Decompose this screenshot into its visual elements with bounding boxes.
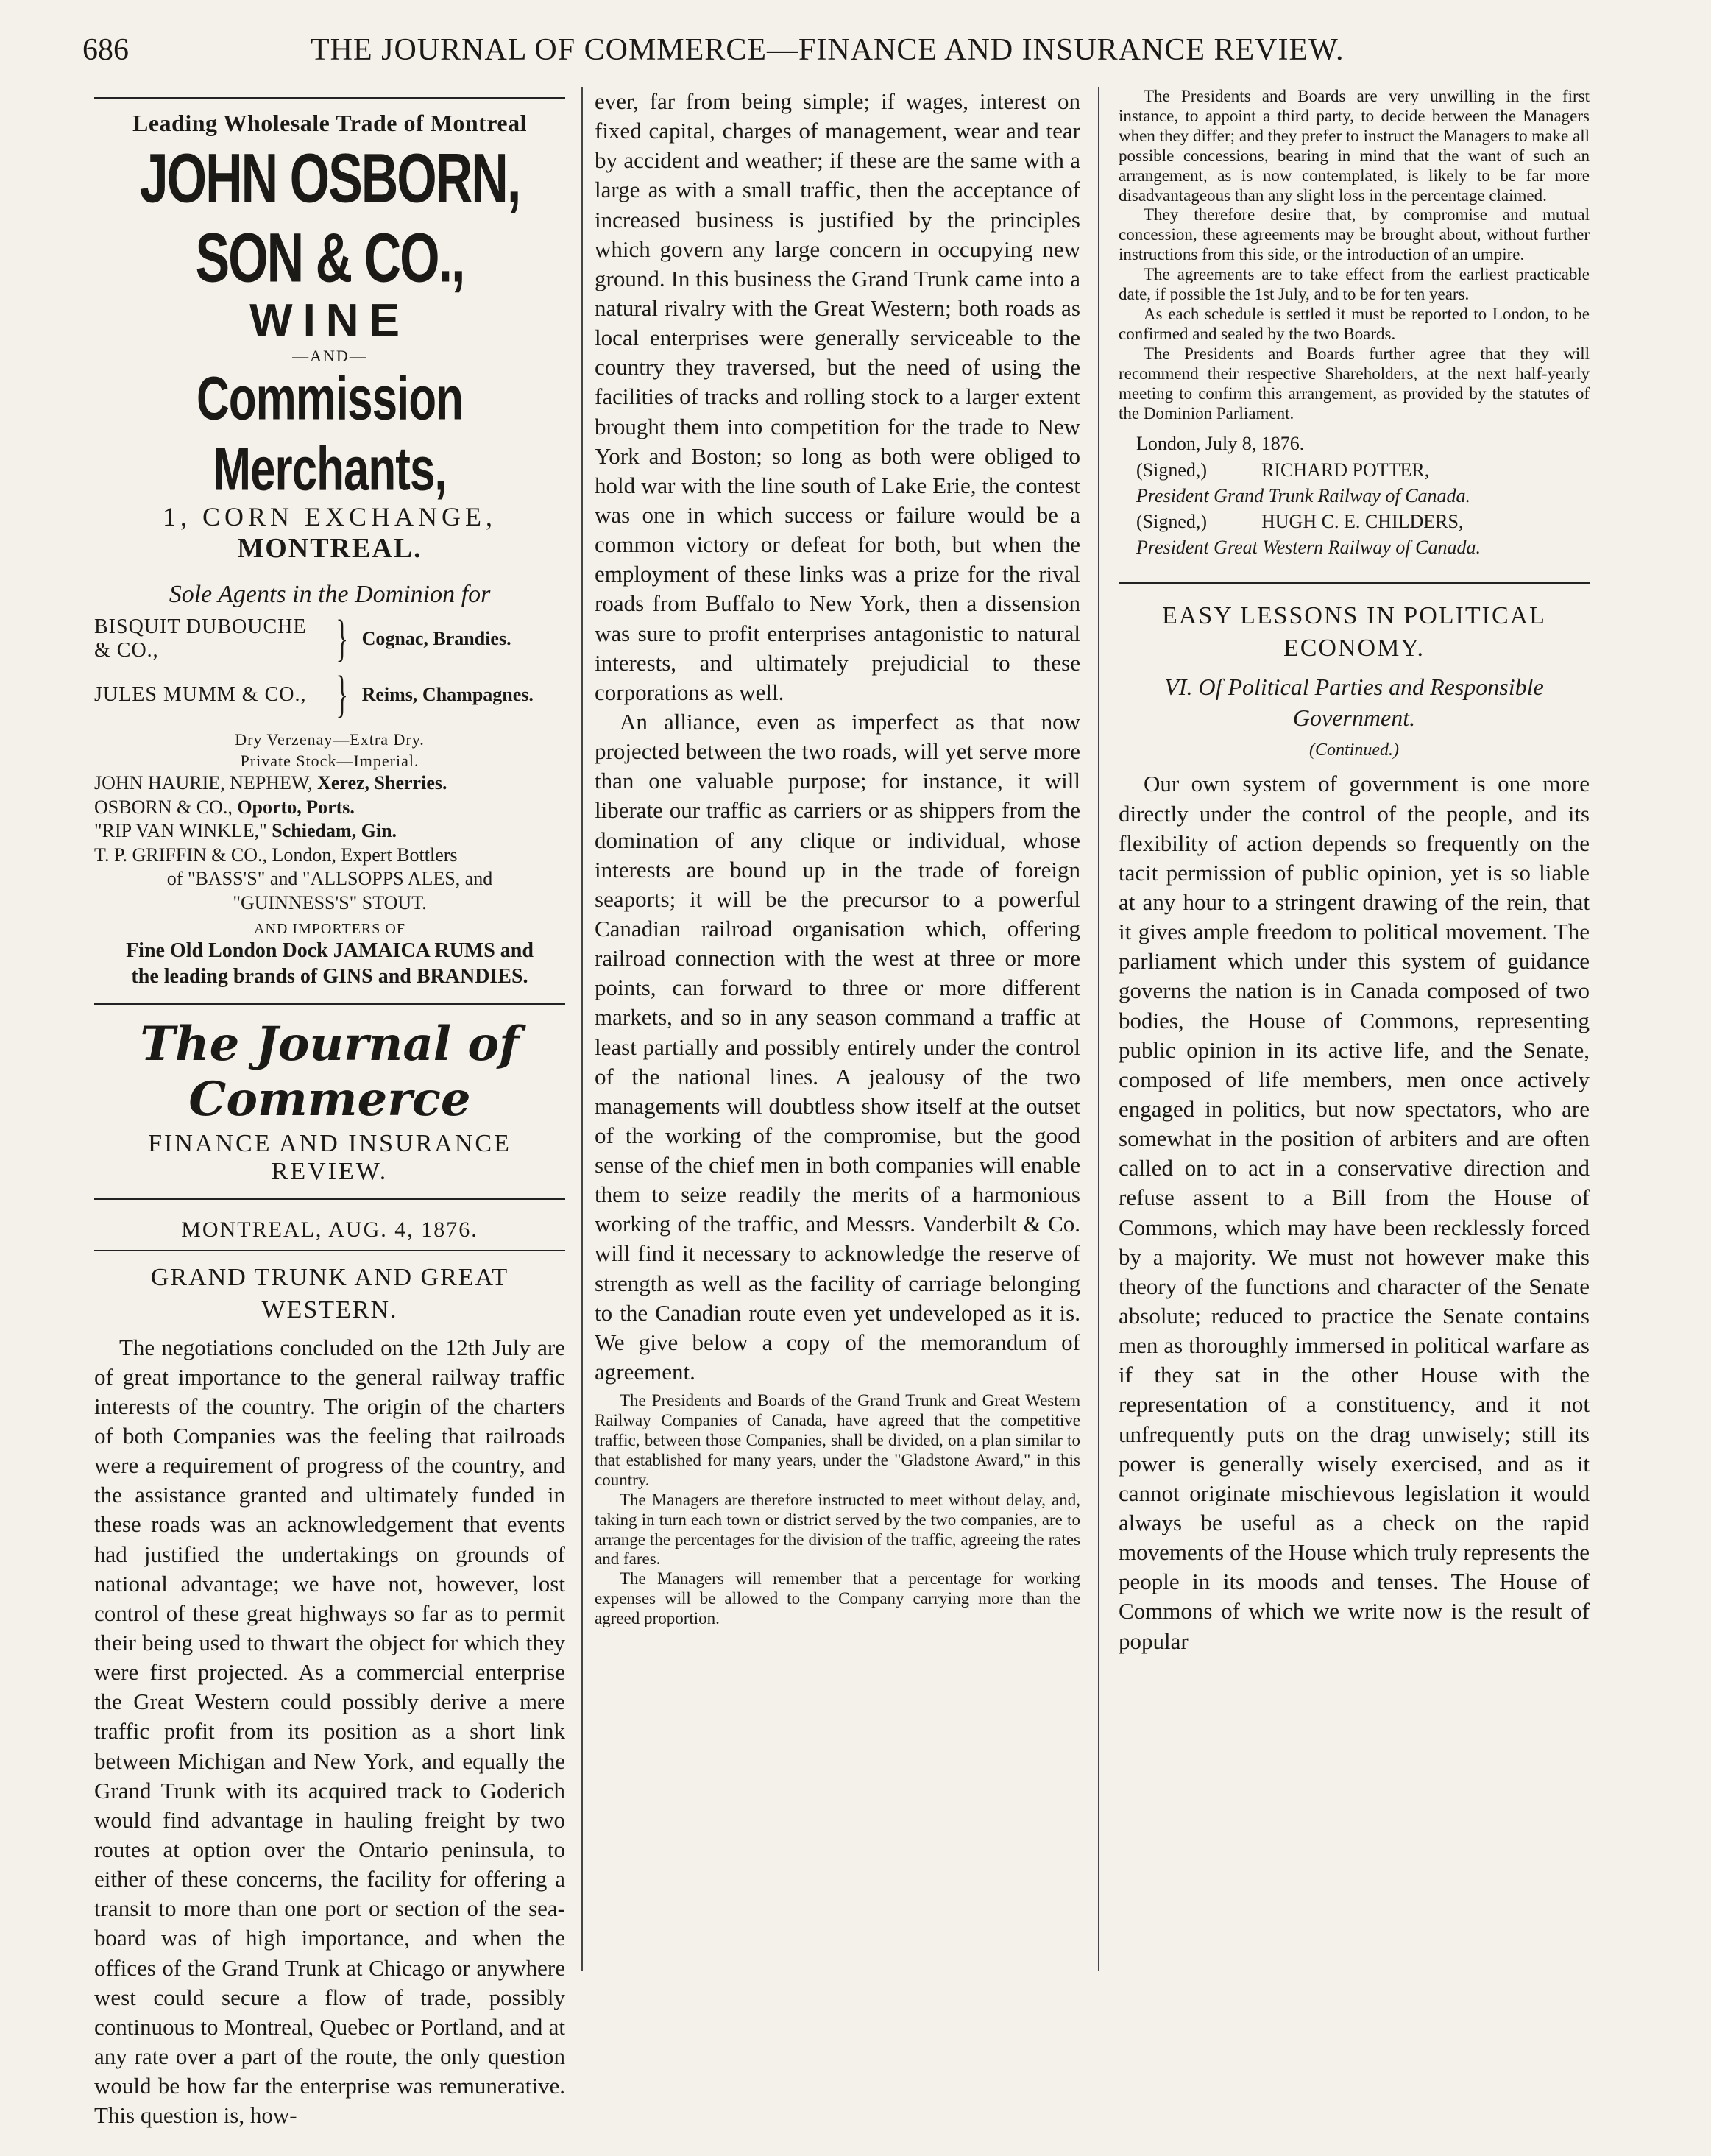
advert-grades	[94, 729, 565, 771]
column-1	[94, 87, 565, 2130]
advert-and: —AND—	[292, 347, 367, 365]
column-rule-1	[581, 87, 583, 1971]
advert-importers: AND IMPORTERS OF	[254, 921, 405, 938]
line-name: OSBORN & CO.,	[94, 796, 233, 818]
signatures	[1119, 431, 1590, 559]
sign-date: London, July 8, 1876.	[1136, 433, 1305, 455]
memo-paragraph: As each schedule is settled it must be reported to London, to be confirmed and sealed by the two Boards.	[1119, 304, 1590, 343]
column-3	[1119, 87, 1590, 1656]
article-subtitle: VI. Of Political Parties and Responsible Government.	[1164, 674, 1544, 731]
article-title: GRAND TRUNK AND GREAT WESTERN.	[150, 1264, 509, 1324]
masthead-title: The Journal of Commerce	[140, 1017, 520, 1128]
signatory-title: President Grand Trunk Railway of Canada.	[1136, 484, 1471, 506]
memo-paragraph: The Presidents and Boards further agree that they will recommend their respective Shareholders, at the next half-yearly meeting to confirm this arrangement, as provided by the statutes of the Dominion Parliament.	[1119, 344, 1590, 423]
advert-line	[94, 819, 565, 844]
rule	[94, 1250, 565, 1251]
article-paragraph: Our own system of government is one more directly under the control of the people, and its flexibility of action depends so frequently on the tacit permission of public opinion, yet is so liable at any hour to a stringent drawing of the rein, that it gives ample freedom to political movement. The parliament which under this system of guidance governs the nation is in Canada composed of two bodies, the House of Commons, representing public opinion in its active life, and the Senate, composed of life members, men once actively engaged in politics, but now spectators, who are somewhat in the position of arbiters and are often called on to act in a conservative direction and refuse assent to a Bill from the House of Commons, which may have been recklessly forced by a majority. We must not however make this theory of the functions and character of the Senate absolute; reduced to practice the Senate contains men as thoroughly immersed in political warfare as if they sat in the other House with the representation of a constituency, and it not unfrequently puts on the drag unwisely; still its power is generally wisely exercised, and as it cannot originate mischievous legislation it would always be useful as a check on the rapid movements of the House which truly represents the people in its moods and tenses. The House of Commons of which we write now is the result of popular	[1119, 771, 1590, 1654]
masthead-subtitle: FINANCE AND INSURANCE REVIEW.	[148, 1130, 511, 1186]
memo-paragraph: The Managers are therefore instructed to meet without delay, and, taking in turn each town or district served by the two companies, are to arrange the percentages for the division of the traffic, agreeing the rates and fares.	[595, 1490, 1080, 1569]
signed-mark: (Signed,)	[1136, 459, 1208, 481]
memo-paragraph: The Presidents and Boards of the Grand Trunk and Great Western Railway Companies of Canada, have agreed that the competitive traffic, between those Companies, shall be divided, on a plan similar to that established for many years, under the "Gladstone Award," in this country.	[595, 1391, 1080, 1489]
advert-firm-name: JOHN OSBORN, SON & CO.,	[139, 139, 520, 297]
running-head: THE JOURNAL OF COMMERCE—FINANCE AND INSURANCE REVIEW.	[311, 33, 1345, 67]
signature-line	[1119, 457, 1590, 483]
advert-fine-line: the leading brands of GINS and BRANDIES.	[131, 965, 528, 989]
agent-row	[94, 666, 565, 723]
agent-row	[94, 610, 565, 667]
rule	[1119, 582, 1590, 584]
agent-product: Reims, Champagnes.	[361, 684, 534, 706]
line-product: Oporto, Ports.	[237, 796, 355, 818]
article-title: EASY LESSONS IN POLITICAL ECONOMY.	[1162, 601, 1546, 662]
dateline: MONTREAL, AUG. 4, 1876.	[181, 1217, 478, 1243]
advert-line	[94, 771, 565, 796]
advert-wine: WINE	[249, 295, 410, 346]
article-paragraph: An alliance, even as imperfect as that now projected between the two roads, will yet serve more than one valuable purpose; for instance, it will liberate our traffic as carriers or as shippers from the domination of any clique or individual, whose interests are bound up in the trade of foreign seaports; it will be the precursor to a powerful Canadian railroad organisation which, offering railroad connection with the west at three or more points, can forward to three or more different markets, and so in any season command a traffic at least partially and possibly entirely under the control of the national lines. A jealousy of the two managements will doubtless show itself at the outset of the working of the compromise, but the good sense of the chief men in both companies will enable them to seize readily the merits of a harmonious working of the traffic, and Messrs. Vanderbilt & Co. will find it necessary to acknowledge the reserve of strength as well as the facility of carriage belonging to the Canadian route even yet undeveloped as it is. We give below a copy of the memorandum of agreement.	[595, 708, 1080, 1385]
memo-paragraph: The agreements are to take effect from the earliest practicable date, if possible the 1st July, and to be for ten years.	[1119, 265, 1590, 304]
column-2	[595, 87, 1080, 1629]
signature-line	[1119, 509, 1590, 534]
memo-paragraph: The Presidents and Boards are very unwilling in the first instance, to appoint a third party, to decide between the Managers when they differ; and they prefer to instruct the Managers to make all possible concessions, bearing in mind that the want of such an arrangement, as is now contemplated, is likely to be far more disadvantageous than any slight loss in the percentage claimed.	[1119, 87, 1590, 205]
memo-paragraph: They therefore desire that, by compromise and mutual concession, these agreements may be brought about, without further instructions from this side, or the introduction of an umpire.	[1119, 205, 1590, 264]
advert-fine-line: Fine Old London Dock JAMAICA RUMS and	[126, 939, 534, 963]
advert-city: MONTREAL.	[237, 533, 422, 564]
brace-glyph: }	[336, 610, 349, 667]
line-product: Xerez, Sherries.	[317, 772, 447, 794]
signatory-name: HUGH C. E. CHILDERS,	[1261, 510, 1464, 532]
memo-paragraph: The Managers will remember that a percentage for working expenses will be allowed to the Company carrying more than the agreed proportion.	[595, 1569, 1080, 1628]
rule	[94, 1003, 565, 1005]
advert-griffin: of "BASS'S" and "ALLSOPPS ALES, and	[166, 868, 493, 890]
agent-name: BISQUIT DUBOUCHE & CO.,	[94, 615, 307, 662]
grade-line: Private Stock—Imperial.	[240, 751, 419, 770]
line-name: JOHN HAURIE, NEPHEW,	[94, 772, 313, 794]
line-name: "RIP VAN WINKLE,"	[94, 820, 267, 842]
signatory-title: President Great Western Railway of Canada.	[1136, 536, 1481, 558]
advert-griffin: T. P. GRIFFIN & CO., London, Expert Bottlers	[94, 844, 458, 866]
signatory-name: RICHARD POTTER,	[1261, 459, 1430, 481]
rule	[94, 97, 565, 99]
line-product: Schiedam, Gin.	[272, 820, 397, 842]
agent-product: Cognac, Brandies.	[361, 628, 511, 650]
continued-note: (Continued.)	[1309, 741, 1399, 760]
agent-name: JULES MUMM & CO.,	[94, 683, 307, 706]
brace-glyph: }	[336, 666, 349, 723]
page-header	[82, 32, 1598, 77]
advert-griffin: "GUINNESS'S" STOUT.	[233, 891, 427, 913]
article-paragraph: ever, far from being simple; if wages, interest on fixed capital, charges of management, wear and tear by accident and weather; if these are the same with a large as with a small traffic, then the acceptance of increased business is justified by the principles which govern any large concern in occupying new ground. In this business the Grand Trunk came into a natural rivalry with the Great Western; both roads as local enterprises were generally serviceable to the country they traversed, but the need of using the facilities of tracks and rolling stock to a larger extent brought them into competition for the trade to New York and Boston; so long as both were obliged to hold war with the line south of Lake Erie, the contest was one in which success or failure would be a common victory or defeat for both, but when the employment of these links was a prize for the rival roads from Buffalo to New York, then a dissension was sure to profit enterprises antagonistic to natural interests, and ultimately prejudicial to these corporations as well.	[595, 88, 1080, 705]
advert-top-line: Leading Wholesale Trade of Montreal	[132, 110, 527, 136]
page-number: 686	[82, 33, 129, 67]
grade-line: Dry Verzenay—Extra Dry.	[235, 730, 425, 749]
signed-mark: (Signed,)	[1136, 510, 1208, 532]
advert-commission: Commission Merchants,	[196, 364, 464, 504]
column-rule-2	[1098, 87, 1099, 1971]
advert-line	[94, 796, 565, 820]
article-paragraph: The negotiations concluded on the 12th July are of great importance to the general railway traffic interests of the country. The origin of the charters of both Companies was the feeling that railroads were a requirement of progress of the country, and the assistance granted and ultimately funded in these roads was an acknowledgement that events had justified the undertakings on grounds of national advantage; we have not, however, lost control of these great highways so far as to permit their being used to thwart the object for which they were first projected. As a commercial enterprise the Great Western could possibly derive a mere traffic profit from its position as a short link between Michigan and New York, and equally the Grand Trunk with its acquired track to Goderich would find advantage in hauling freight by two routes at option over the Ontario peninsula, to either of these concerns, the facility for offering a transit to more than one port or section of the sea-board was of high importance, and when the offices of the Grand Trunk at Chicago or anywhere west could secure a flow of trade, possibly continuous to Montreal, Quebec or Portland, and at any rate over a part of the route, the only question would be how far the enterprise was remunerative. This question is, how-	[94, 1334, 565, 2129]
advert-address: 1, CORN EXCHANGE,	[162, 502, 497, 531]
advert-sole-agents: Sole Agents in the Dominion for	[169, 581, 491, 608]
rule	[94, 1198, 565, 1200]
